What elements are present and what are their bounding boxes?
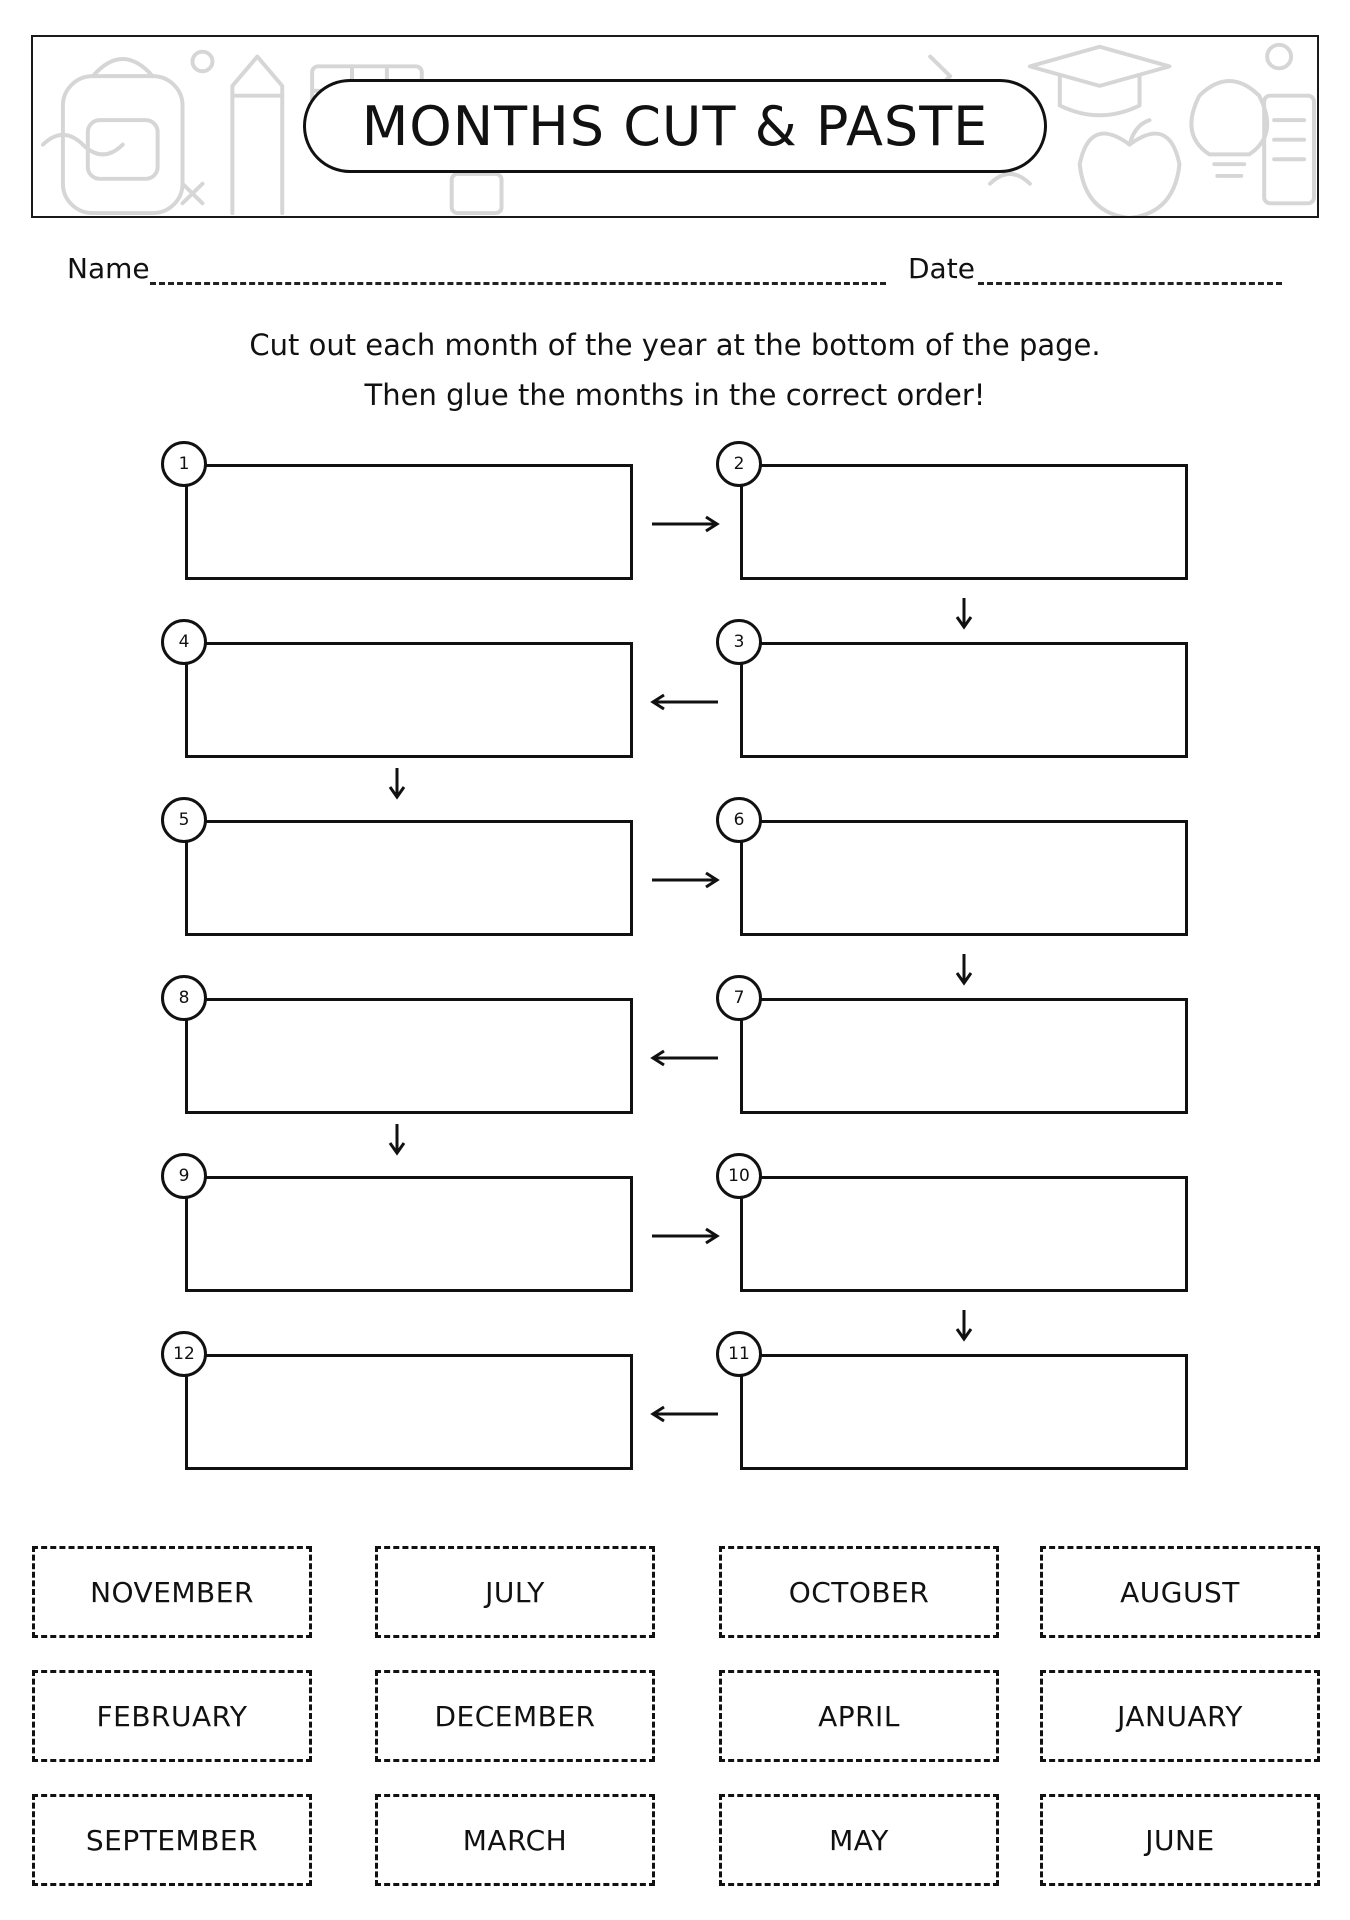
glue-slot-box[interactable] [185,642,633,758]
header-banner [31,35,1319,218]
glue-slot-box[interactable] [740,642,1188,758]
glue-slot-box[interactable] [185,464,633,580]
glue-slot-box[interactable] [740,1176,1188,1292]
page-title: MONTHS CUT & PASTE [303,79,1047,173]
slot-number: 2 [716,441,762,487]
glue-slot-box[interactable] [185,998,633,1114]
date-label: Date [908,252,975,285]
month-card[interactable]: AUGUST [1040,1546,1320,1638]
name-line[interactable] [150,262,886,285]
slot-number: 3 [716,619,762,665]
arrow-left-icon [650,1048,720,1068]
arrow-down-icon [954,596,974,630]
month-card[interactable]: NOVEMBER [32,1546,312,1638]
arrow-left-icon [650,692,720,712]
glue-slot-box[interactable] [185,1354,633,1470]
slot-number: 12 [161,1331,207,1377]
glue-slot-box[interactable] [740,1354,1188,1470]
month-card[interactable]: JANUARY [1040,1670,1320,1762]
month-card[interactable]: MARCH [375,1794,655,1886]
month-card[interactable]: SEPTEMBER [32,1794,312,1886]
month-card[interactable]: FEBRUARY [32,1670,312,1762]
slot-number: 4 [161,619,207,665]
arrow-down-icon [387,1122,407,1156]
glue-slot-box[interactable] [185,820,633,936]
glue-slot-box[interactable] [740,464,1188,580]
arrow-right-icon [650,870,720,890]
arrow-down-icon [387,766,407,800]
slot-number: 11 [716,1331,762,1377]
name-label: Name [67,252,150,285]
slot-number: 8 [161,975,207,1021]
instruction-line: Then glue the months in the correct order! [364,378,986,412]
month-card[interactable]: OCTOBER [719,1546,999,1638]
arrow-down-icon [954,1308,974,1342]
glue-slot-box[interactable] [185,1176,633,1292]
slot-number: 6 [716,797,762,843]
slot-number: 9 [161,1153,207,1199]
slot-number: 10 [716,1153,762,1199]
month-card[interactable]: JULY [375,1546,655,1638]
date-line[interactable] [978,262,1282,285]
slot-number: 1 [161,441,207,487]
slot-number: 7 [716,975,762,1021]
glue-slot-box[interactable] [740,998,1188,1114]
arrow-left-icon [650,1404,720,1424]
arrow-right-icon [650,1226,720,1246]
instruction-line: Cut out each month of the year at the bottom of the page. [249,328,1101,362]
month-card[interactable]: MAY [719,1794,999,1886]
instructions [0,320,1350,420]
slot-number: 5 [161,797,207,843]
arrow-right-icon [650,514,720,534]
glue-slot-box[interactable] [740,820,1188,936]
month-card[interactable]: DECEMBER [375,1670,655,1762]
arrow-down-icon [954,952,974,986]
month-card[interactable]: APRIL [719,1670,999,1762]
month-card[interactable]: JUNE [1040,1794,1320,1886]
